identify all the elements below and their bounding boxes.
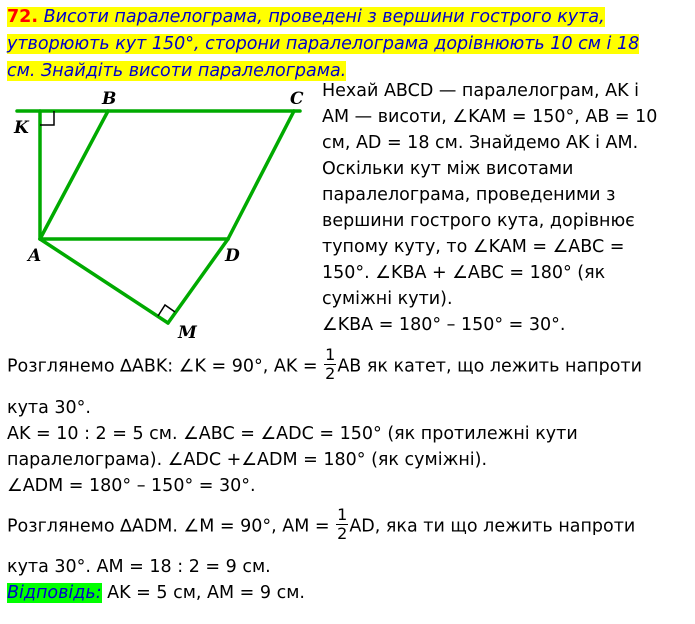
answer-line xyxy=(7,583,305,603)
right-line-5: паралелограма, проведеними з xyxy=(322,185,616,205)
line-dc xyxy=(228,111,294,239)
ak-line: AK = 10 : 2 = 5 см. ∠ABC = ∠ADC = 150° (як протилежні кути xyxy=(7,424,578,444)
line-ab xyxy=(40,111,108,239)
right-line-2: AM — висоти, ∠KAM = 150°, AB = 10 xyxy=(322,107,658,127)
abk-line xyxy=(7,345,642,385)
label-a: A xyxy=(28,246,42,266)
adm-angle-line: ∠ADM = 180° – 150° = 30°. xyxy=(7,476,256,496)
task-line-3: см. Знайдіть висоти паралелограма. xyxy=(7,61,347,81)
right-line-8: 150°. ∠KBA + ∠ABC = 180° (як xyxy=(322,263,606,283)
fraction-one-half: $\frac{1}{2}$ xyxy=(325,345,336,383)
right-line-6: вершини гострого кута, дорівнює xyxy=(322,211,635,231)
task-number: 72. xyxy=(7,7,39,27)
task-statement xyxy=(7,4,687,85)
label-d: D xyxy=(225,246,240,266)
abk-post: AB як катет, що лежить напроти xyxy=(337,356,642,377)
line-dm xyxy=(168,239,228,323)
right-line-10: ∠KBA = 180° – 150° = 30°. xyxy=(322,315,566,335)
label-k: K xyxy=(14,118,29,138)
adm-line xyxy=(7,505,636,545)
label-c: C xyxy=(290,89,304,109)
fraction-one-half-2: $\frac{1}{2}$ xyxy=(337,505,348,543)
adm-pre: Розглянемо ∆ADM. ∠M = 90°, AM = xyxy=(7,516,330,537)
par-line: паралелограма). ∠ADC +∠ADM = 180° (як суміжні). xyxy=(7,450,488,470)
label-m: M xyxy=(178,323,197,343)
task-line-2: утворюють кут 150°, сторони паралелограма дорівнюють 10 см і 18 xyxy=(7,34,640,54)
right-angle-k-mark xyxy=(40,111,54,125)
line-am xyxy=(40,239,168,323)
label-b: B xyxy=(102,89,117,109)
answer-label: Відповідь: xyxy=(7,583,102,603)
right-line-1: Нехай ABCD — паралелограм, AK і xyxy=(322,81,639,101)
right-line-3: см, AD = 18 см. Знайдемо AK і AM. xyxy=(322,133,639,153)
kuta-line-2: кута 30°. AM = 18 : 2 = 9 см. xyxy=(7,557,271,577)
right-line-4: Оскільки кут між висотами xyxy=(322,159,574,179)
adm-post: AD, яка ти що лежить напроти xyxy=(349,516,636,537)
right-line-9: суміжні кути). xyxy=(322,289,453,309)
kuta-line-1: кута 30°. xyxy=(7,398,91,418)
answer-text: AK = 5 см, AM = 9 см. xyxy=(101,583,305,603)
parallelogram-figure xyxy=(0,80,320,345)
abk-pre: Розглянемо ∆ABK: ∠K = 90°, AK = xyxy=(7,356,318,377)
task-line-1: Висоти паралелограма, проведені з вершини гострого кута, xyxy=(43,7,605,27)
right-line-7: тупому куту, то ∠KAM = ∠ABC = xyxy=(322,237,625,257)
